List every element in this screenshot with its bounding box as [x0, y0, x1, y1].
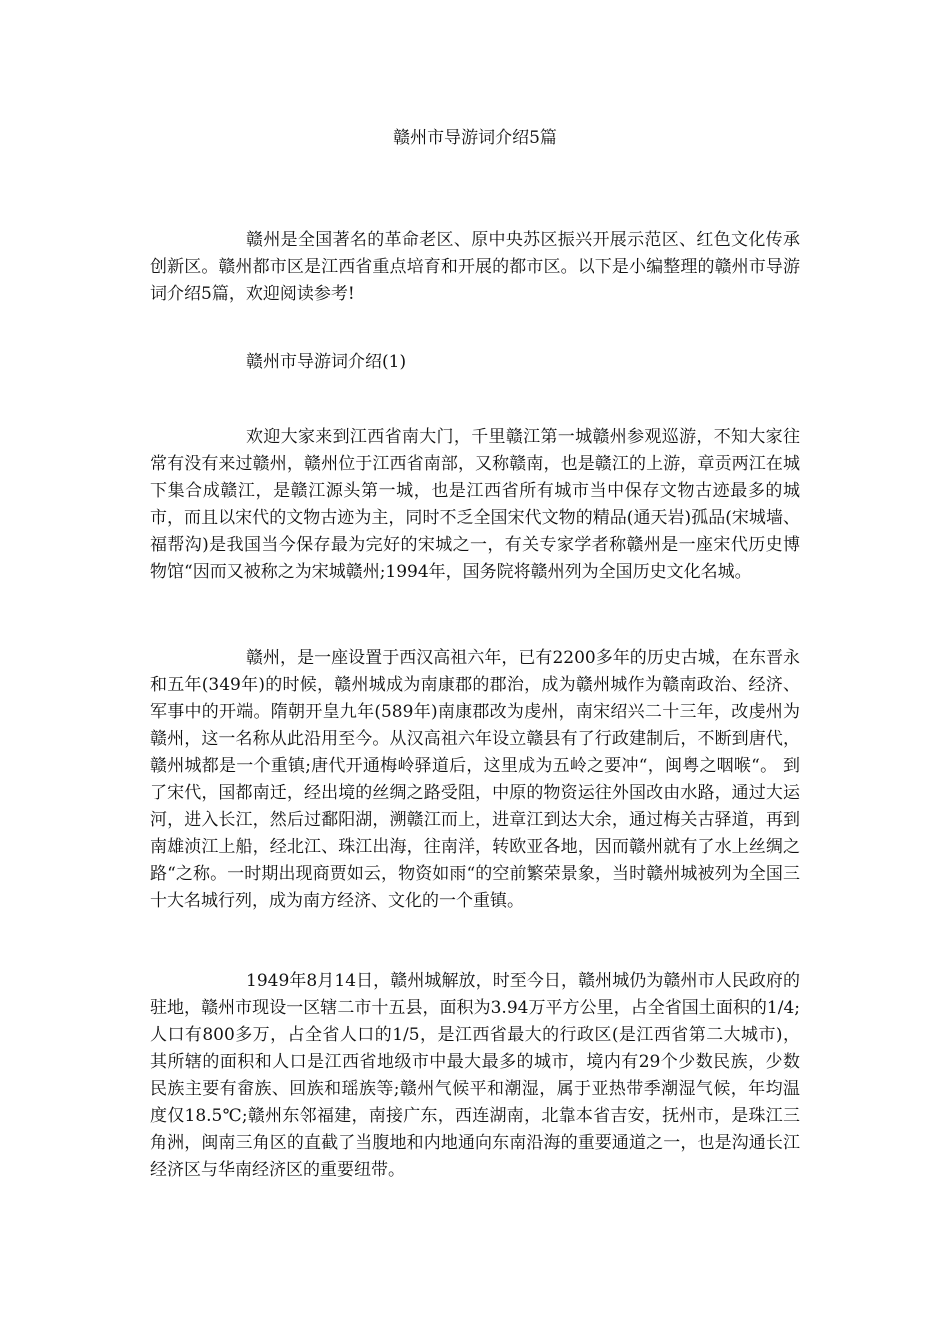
body-paragraph-1: 欢迎大家来到江西省南大门，千里赣江第一城赣州参观巡游，不知大家往常有没有来过赣州，赣州位于江西省南部，又称赣南，也是赣江的上游，章贡两江在城下集合成赣江，是赣江源头第一城，也是江西省所有城市当中保存文物古迹最多的城市，而且以宋代的文物古迹为主，同时不乏全国宋代文物的精品(通天岩)孤品(宋城墙、福帮沟)是我国当今保存最为完好的宋城之一，有关专家学者称赣州是一座宋代历史博物馆“因而又被称之为宋城赣州;1994年，国务院将赣州列为全国历史文化名城。: [150, 427, 800, 582]
intro-paragraph: 赣州是全国著名的革命老区、原中央苏区振兴开展示范区、红色文化传承创新区。赣州都市区是江西省重点培育和开展的都市区。以下是小编整理的赣州市导游词介绍5篇，欢迎阅读参考!: [150, 230, 800, 304]
body-paragraph-3: 1949年8月14日，赣州城解放，时至今日，赣州城仍为赣州市人民政府的驻地，赣州市现设一区辖二市十五县，面积为3.94万平方公里，占全省国土面积的1/4;人口有800多万，占全省人口的1/5，是江西省最大的行政区(是江西省第二大城市)，其所辖的面积和人口是江西省地级市中最大最多的城市，境内有29个少数民族，少数民族主要有畲族、回族和瑶族等;赣州气候平和潮湿，属于亚热带季潮湿气候，年均温度仅18.5℃;赣州东邻福建，南接广东，西连湖南，北靠本省吉安，抚州市，是珠江三角洲，闽南三角区的直截了当腹地和内地通向东南沿海的重要通道之一，也是沟通长江经济区与华南经济区的重要纽带。: [150, 971, 800, 1180]
document-title: 赣州市导游词介绍5篇: [393, 128, 557, 148]
body-paragraph-2: 赣州，是一座设置于西汉高祖六年，已有2200多年的历史古城，在东晋永和五年(349年)的时候，赣州城成为南康郡的郡治，成为赣州城作为赣南政治、经济、军事中的开端。隋朝开皇九年(589年)南康郡改为虔州，南宋绍兴二十三年，改虔州为赣州，这一名称从此沿用至今。从汉高祖六年设立赣县有了行政建制后，不断到唐代，赣州城都是一个重镇;唐代开通梅岭驿道后，这里成为五岭之要冲“，闽粤之咽喉“。 到了宋代，国都南迁，经出境的丝绸之路受阻，中原的物资运往外国改由水路，通过大运河，进入长江，然后过鄱阳湖，溯赣江而上，进章江到达大余，通过梅关古驿道，再到南雄浈江上船，经北江、珠江出海，往南洋，转欧亚各地，因而赣州就有了水上丝绸之路“之称。一时期出现商贾如云，物资如雨“的空前繁荣景象，当时赣州城被列为全国三十大名城行列，成为南方经济、文化的一个重镇。: [150, 648, 800, 911]
section-heading: 赣州市导游词介绍(1): [246, 352, 407, 372]
